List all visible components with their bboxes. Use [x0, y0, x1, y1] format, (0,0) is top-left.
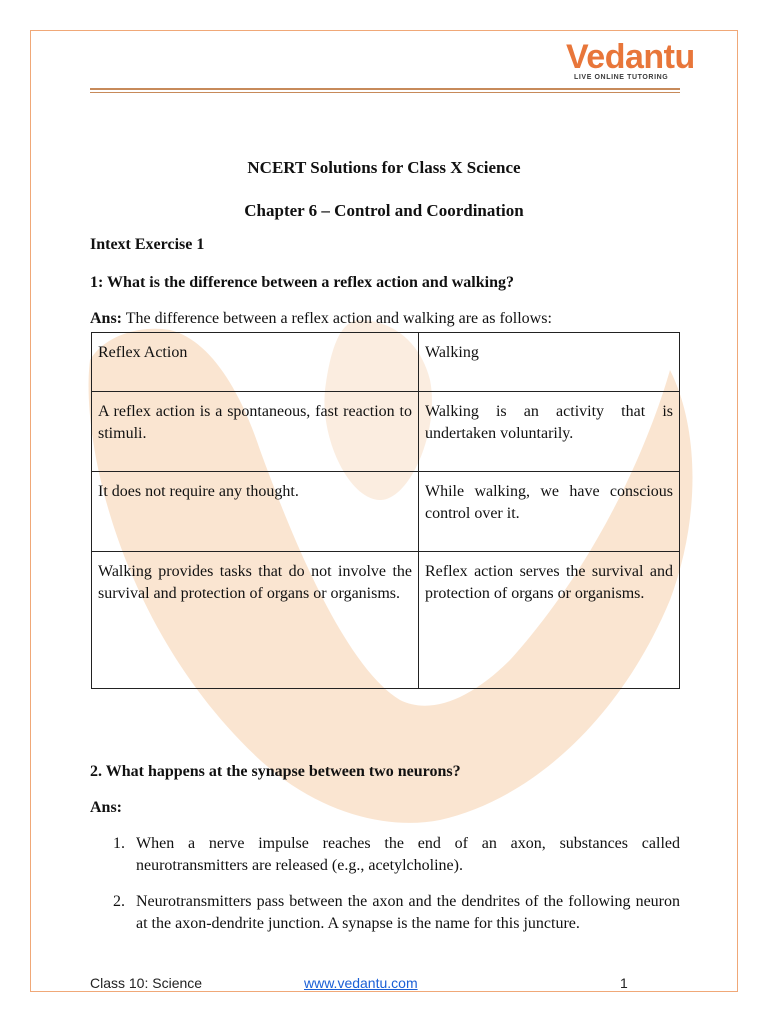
logo-wordmark: Vedantu [566, 38, 695, 76]
list-number: 1. [113, 835, 125, 852]
answer-1-intro [90, 310, 552, 328]
table-cell: Walking is an activity that is undertaken voluntarily. [419, 392, 680, 472]
table-row [92, 552, 680, 689]
answer-2-label: Ans: [90, 799, 123, 816]
table-header-row [92, 333, 680, 392]
page-number: 1 [620, 975, 628, 991]
table-cell: It does not require any thought. [92, 472, 419, 552]
chapter-title: Chapter 6 – Control and Coordination [244, 201, 524, 220]
footer-class-label: Class 10: Science [90, 975, 203, 991]
question-1: 1: What is the difference between a reflex action and walking? [90, 274, 514, 291]
answer-label: Ans: [90, 310, 123, 327]
list-text: Neurotransmitters pass between the axon and the dendrites of the following neuron at the axon-dendrite junction. A synapse is the name for this juncture. [136, 893, 680, 932]
table-header-cell: Reflex Action [92, 333, 419, 392]
website-link[interactable]: www.vedantu.com [304, 975, 418, 991]
list-item [90, 891, 680, 935]
list-text: When a nerve impulse reaches the end of an axon, substances called neurotransmitters are released (e.g., acetylcholine). [136, 835, 680, 874]
table-row [92, 472, 680, 552]
table-cell: Walking provides tasks that do not involve the survival and protection of organs or organisms. [92, 552, 419, 689]
footer-link[interactable] [304, 975, 418, 991]
table-cell: While walking, we have conscious control over it. [419, 472, 680, 552]
table-row [92, 392, 680, 472]
comparison-table [91, 332, 680, 689]
logo-tagline: LIVE ONLINE TUTORING [574, 74, 669, 81]
table-cell: Reflex action serves the survival and protection of organs or organisms. [419, 552, 680, 689]
table-header-cell: Walking [419, 333, 680, 392]
answer-2-list [90, 833, 680, 949]
section-heading: Intext Exercise 1 [90, 236, 205, 253]
answer-1-text: The difference between a reflex action and walking are as follows: [122, 310, 552, 327]
table-cell: A reflex action is a spontaneous, fast reaction to stimuli. [92, 392, 419, 472]
document-title: NCERT Solutions for Class X Science [247, 158, 521, 177]
list-item [90, 833, 680, 877]
list-number: 2. [113, 893, 125, 910]
question-2: 2. What happens at the synapse between two neurons? [90, 763, 461, 780]
